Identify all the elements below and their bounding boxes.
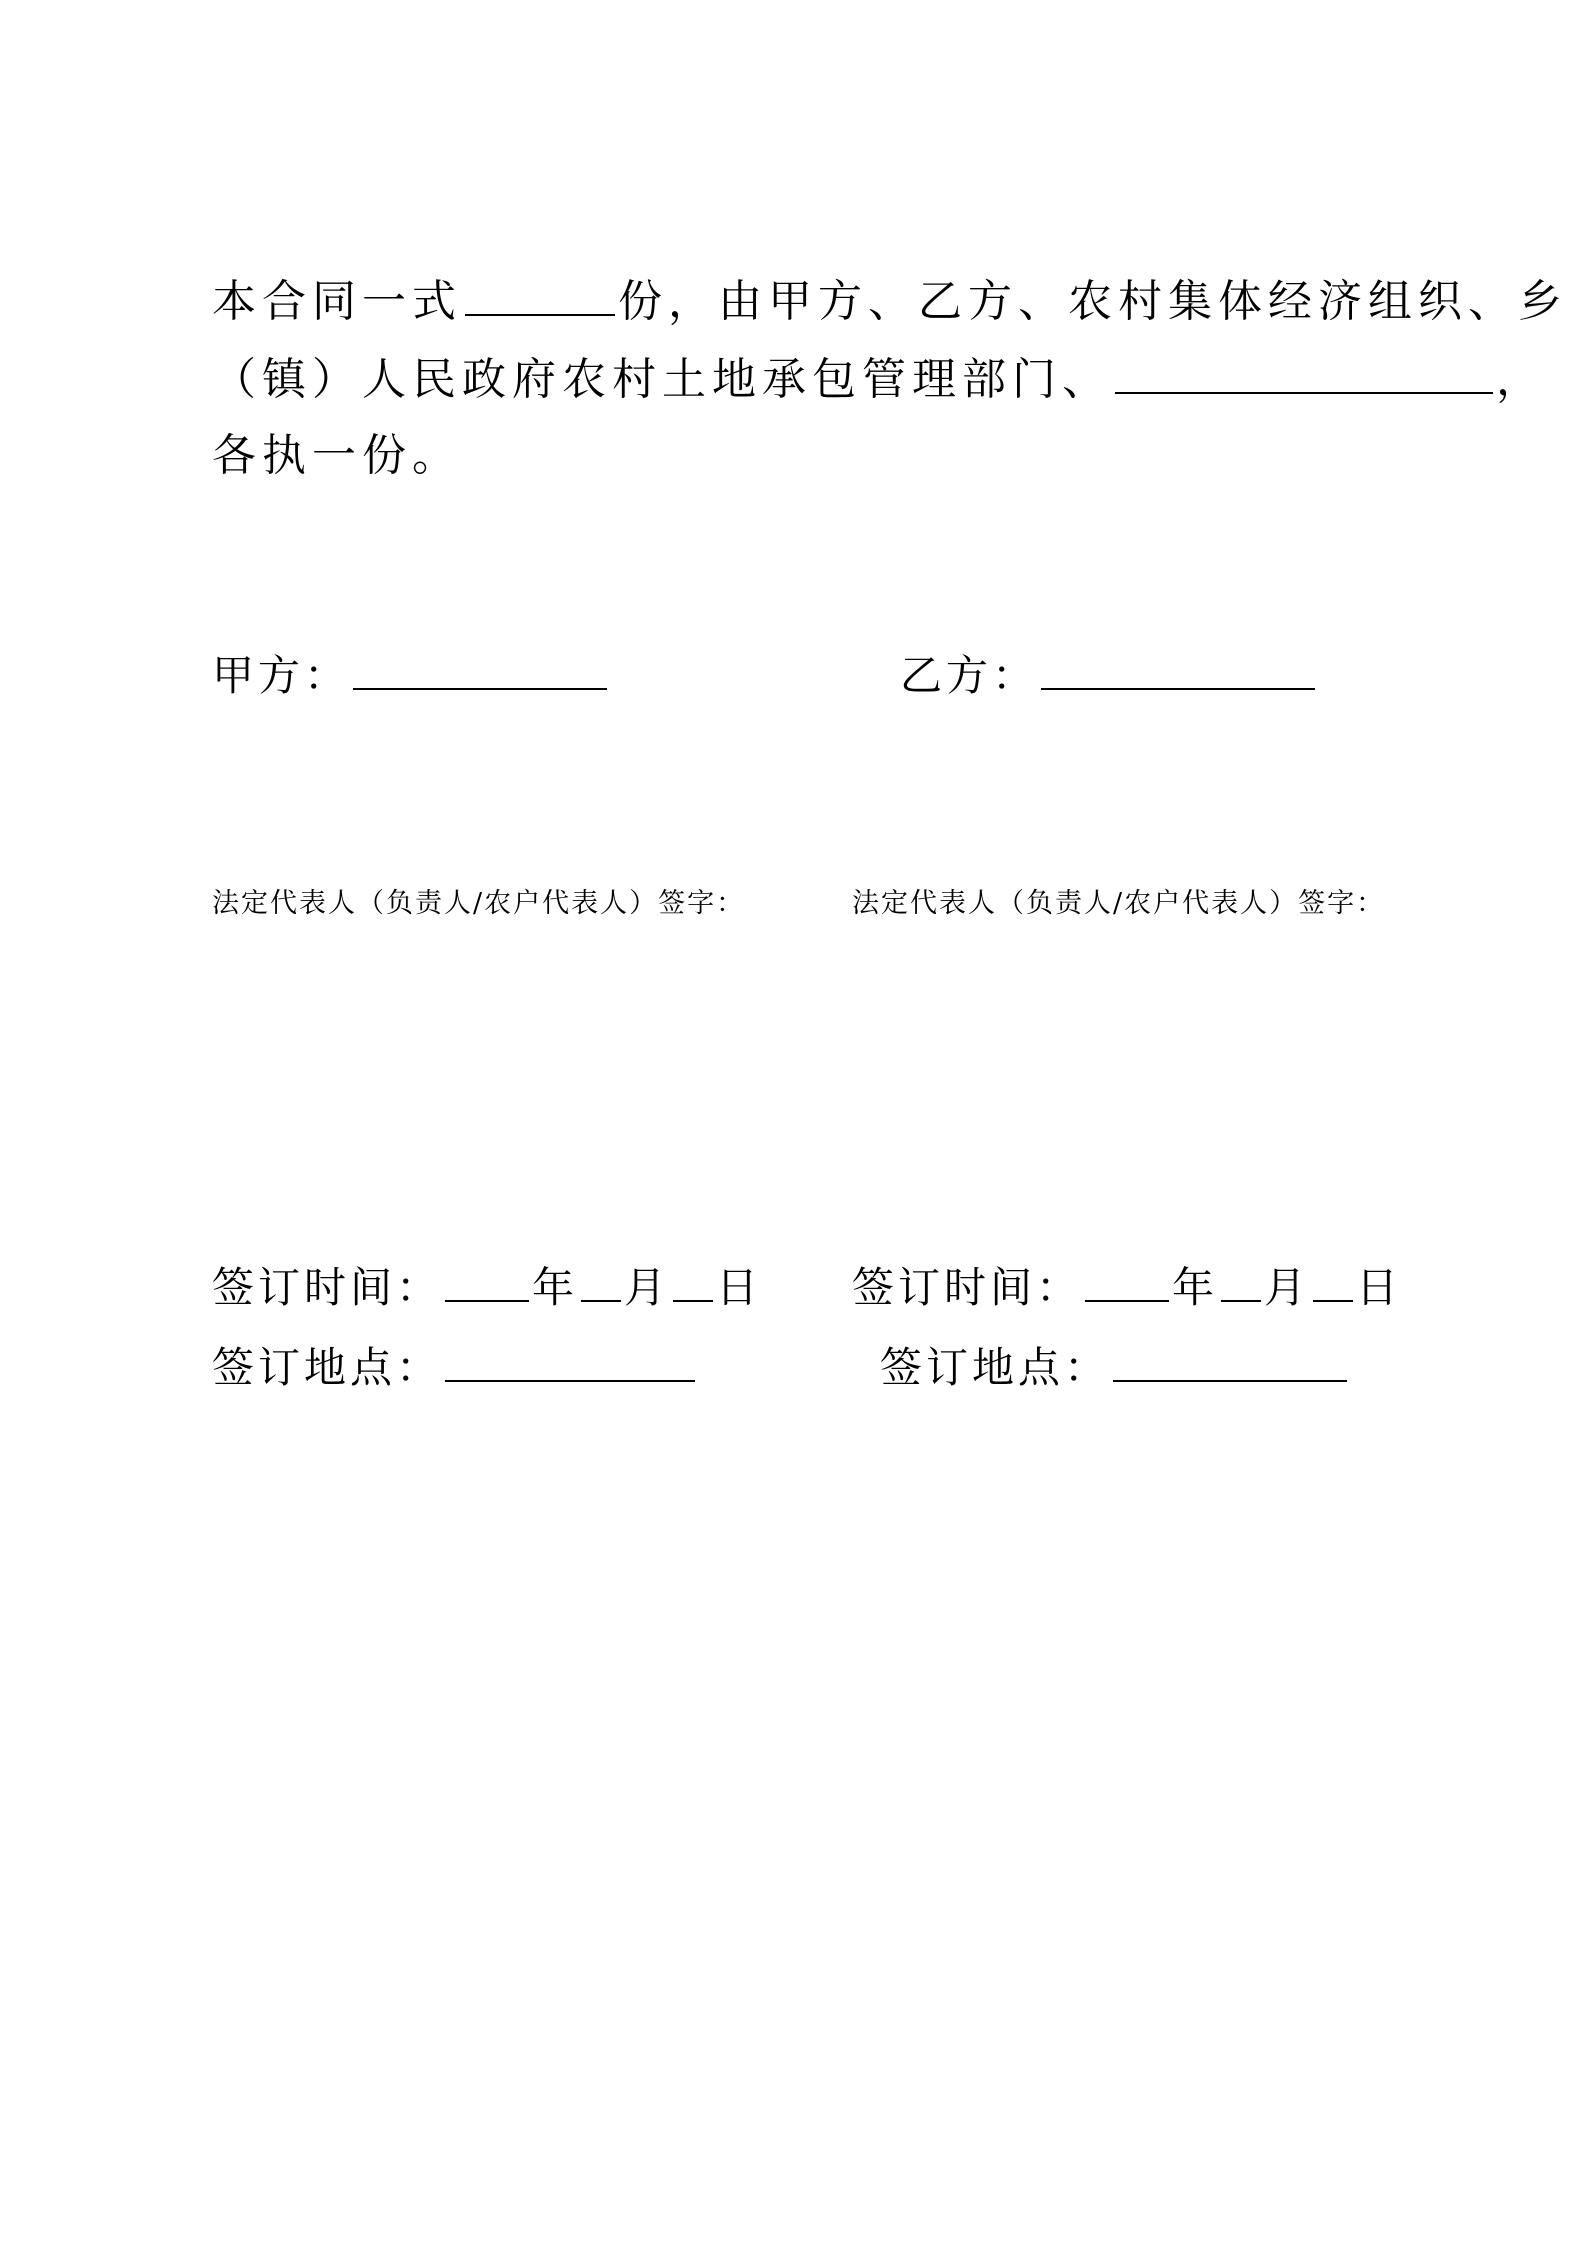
party-b-month-label: 月: [1264, 1263, 1311, 1312]
party-a-field: [212, 648, 610, 704]
party-b-day-blank[interactable]: [1313, 1260, 1353, 1302]
holders-line: [212, 350, 1546, 410]
party-a-signature-label: 法定代表人（负责人/农户代表人）签字：: [212, 888, 746, 919]
party-a-place-label: 签订地点：: [212, 1343, 443, 1392]
party-b-field: [900, 648, 1318, 704]
copies-suffix: 份，由甲方、乙方、农村集体经济组织、乡: [618, 276, 1568, 327]
party-a-day-label: 日: [716, 1263, 763, 1312]
party-b-month-blank[interactable]: [1221, 1260, 1261, 1302]
party-a-month-blank[interactable]: [581, 1260, 621, 1302]
party-b-place-blank[interactable]: [1113, 1340, 1347, 1382]
party-b-year-label: 年: [1172, 1263, 1219, 1312]
each-holds-line: 各执一份。: [212, 430, 462, 481]
party-b-place-field: [880, 1340, 1350, 1396]
party-b-day-label: 日: [1356, 1263, 1403, 1312]
party-a-date-field: [212, 1260, 762, 1316]
copies-count-blank[interactable]: [465, 274, 615, 316]
party-b-place-label: 签订地点：: [880, 1343, 1111, 1392]
party-a-place-blank[interactable]: [445, 1340, 695, 1382]
party-b-date-field: [852, 1260, 1402, 1316]
other-holder-blank[interactable]: [1115, 352, 1493, 394]
party-b-signature-label: 法定代表人（负责人/农户代表人）签字：: [852, 888, 1386, 919]
party-a-blank[interactable]: [353, 648, 607, 690]
copies-line: [212, 272, 1568, 332]
holders-comma: ，: [1496, 354, 1546, 405]
copies-prefix: 本合同一式: [212, 276, 462, 327]
party-a-place-field: [212, 1340, 698, 1396]
party-a-year-blank[interactable]: [445, 1260, 529, 1302]
party-b-blank[interactable]: [1041, 648, 1315, 690]
party-a-year-label: 年: [532, 1263, 579, 1312]
party-a-day-blank[interactable]: [673, 1260, 713, 1302]
party-b-date-label: 签订时间：: [852, 1263, 1083, 1312]
holders-text: （镇）人民政府农村土地承包管理部门、: [212, 354, 1112, 405]
party-a-month-label: 月: [624, 1263, 671, 1312]
party-b-label: 乙方：: [900, 651, 1039, 700]
party-a-label: 甲方：: [212, 651, 351, 700]
party-b-year-blank[interactable]: [1085, 1260, 1169, 1302]
party-a-date-label: 签订时间：: [212, 1263, 443, 1312]
